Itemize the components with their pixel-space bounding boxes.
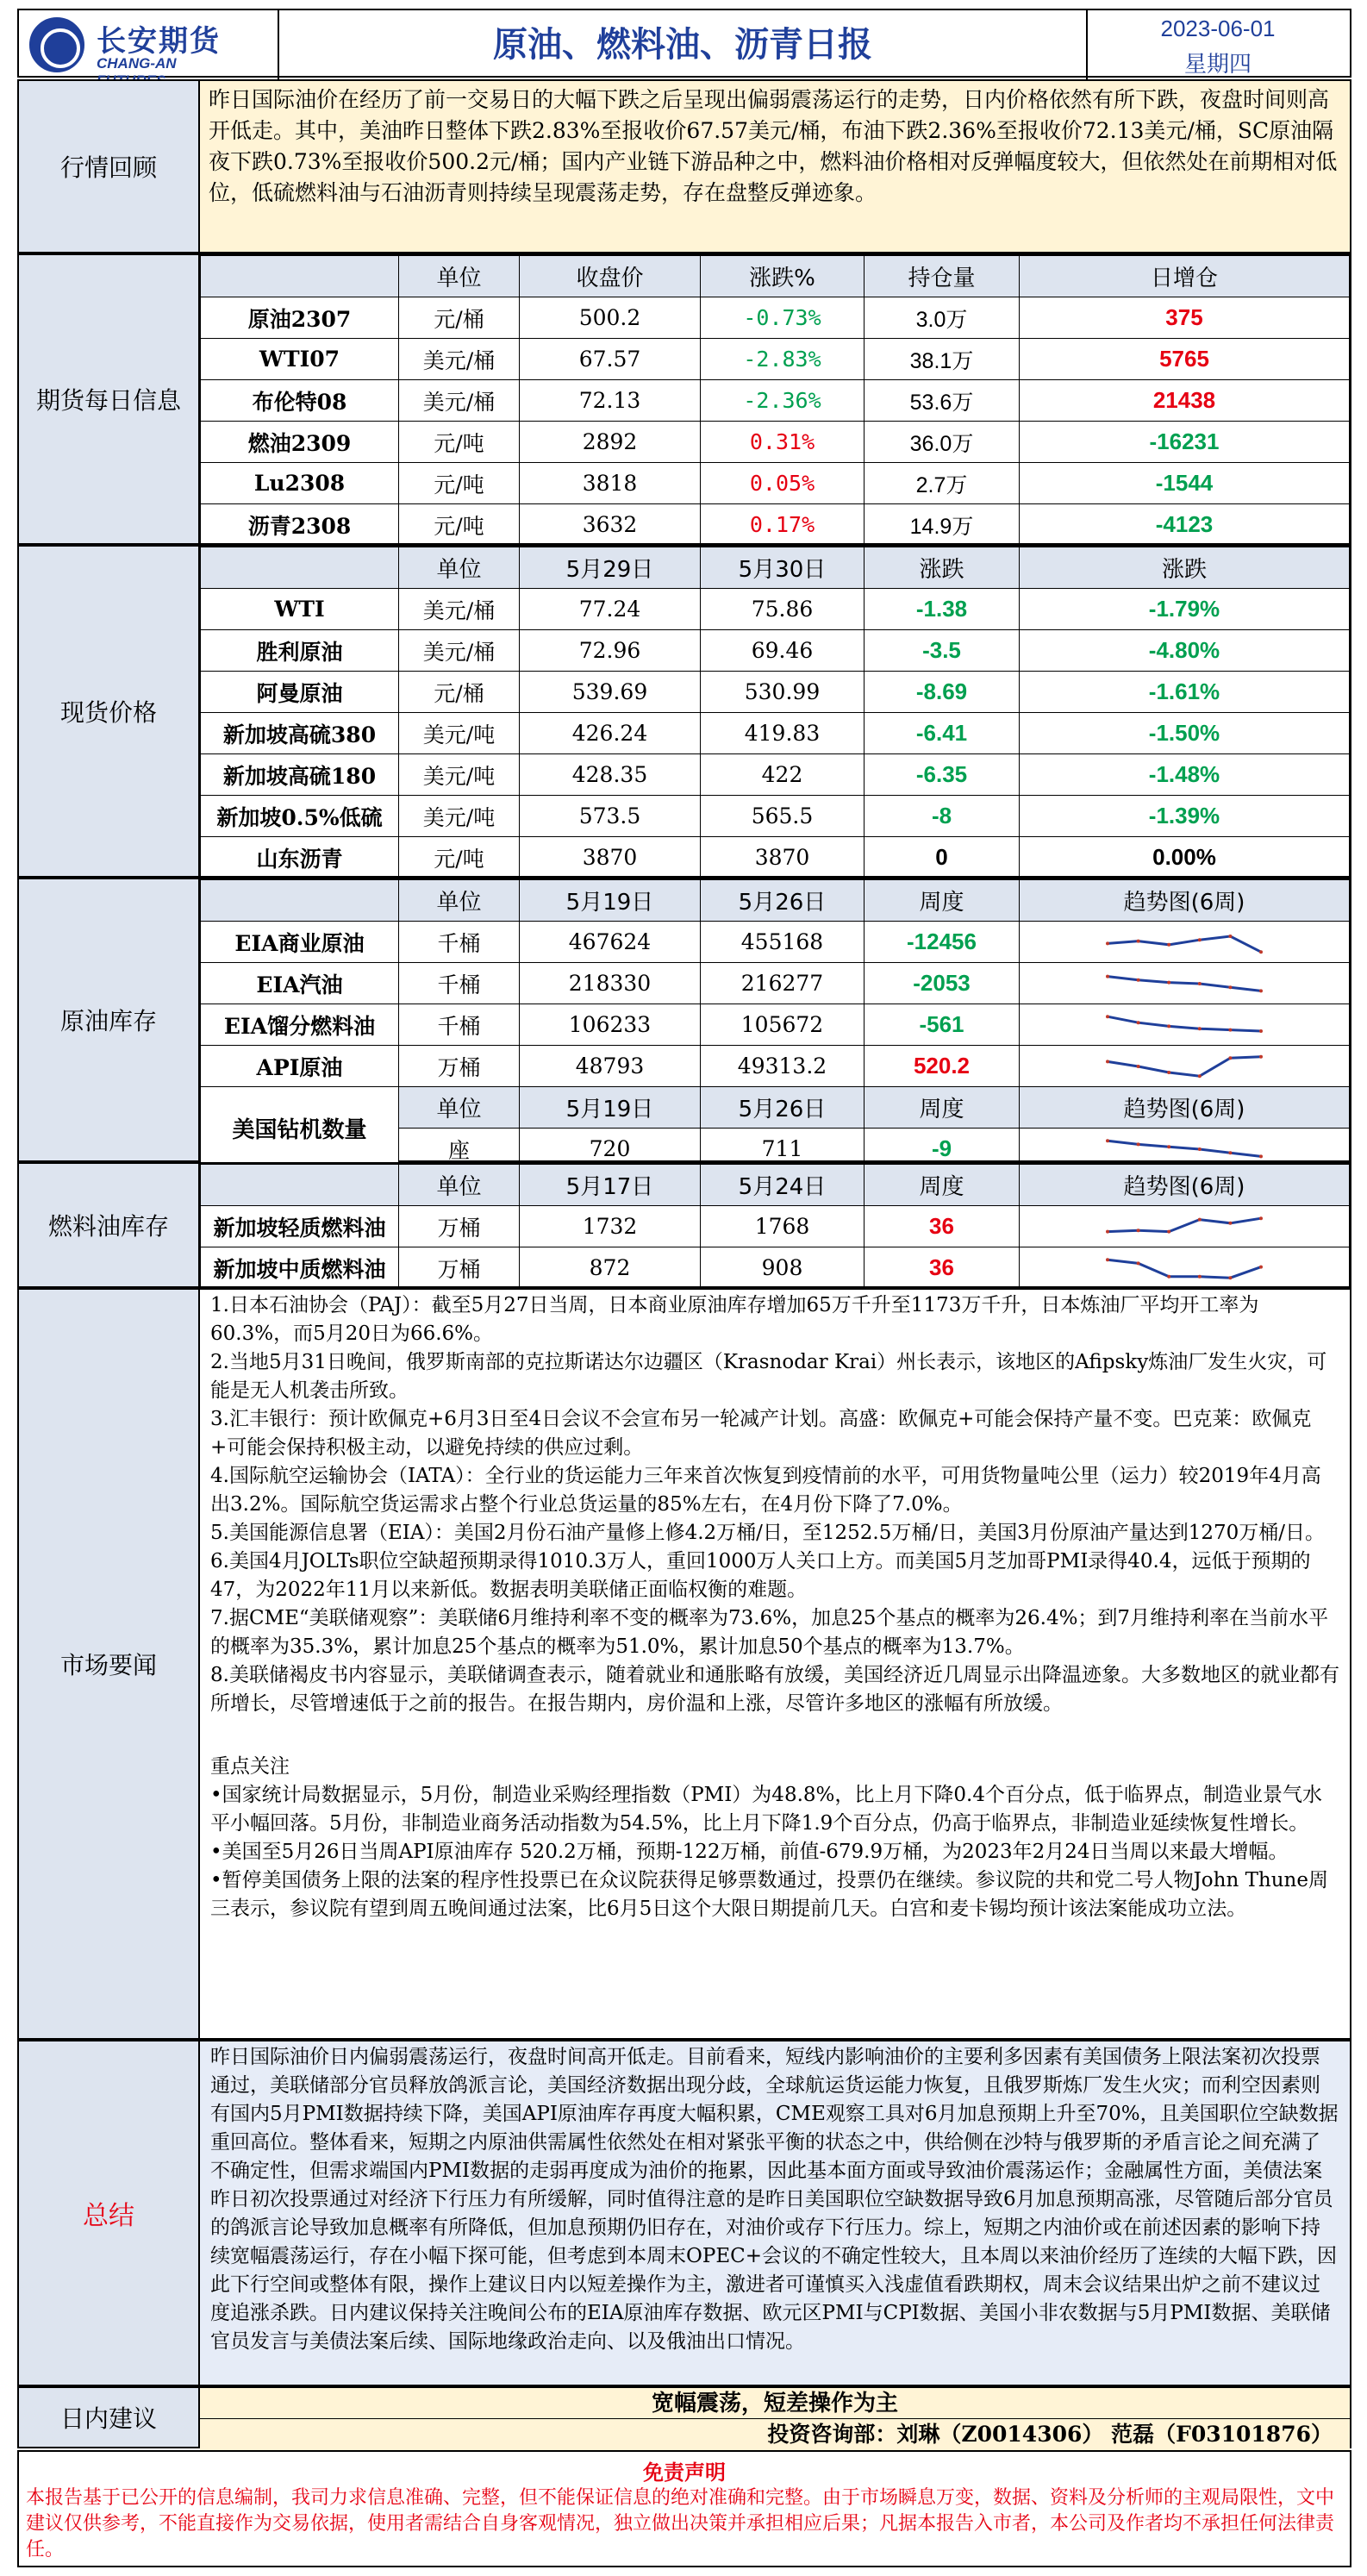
product-name: 胜利原油: [201, 630, 399, 672]
table-row: [201, 589, 1350, 630]
unit-cell: 美元/吨: [399, 754, 520, 796]
column-header: [201, 1165, 399, 1206]
price-day1-cell: 573.5: [520, 796, 701, 837]
close-price-cell: 67.57: [520, 339, 701, 380]
news-item: 8.美联储褐皮书内容显示，美联储调查表示，随着就业和通胀略有放缓，美国经济近几周显示出降温迹象。大多数地区的就业都有所增长，尽管增速低于之前的报告。在报告期内，房价温和上涨，尽管许多地区的涨幅有所放缓。: [210, 1664, 1339, 1715]
weekly-change-cell: 36: [865, 1206, 1020, 1247]
value-week2-cell: 216277: [701, 963, 865, 1004]
report-header: [17, 9, 1351, 78]
fuel-oil-inventory-section: [17, 1162, 1351, 1288]
column-header: 单位: [399, 1087, 520, 1129]
trend-point: [1106, 1015, 1109, 1018]
trend-point: [1106, 1229, 1109, 1233]
table-row: [201, 1247, 1350, 1289]
change-pct-cell: -1.39%: [1020, 796, 1350, 837]
focus-title: 重点关注: [210, 1755, 290, 1778]
table-row: [201, 922, 1350, 963]
table-row: [201, 672, 1350, 713]
trend-point: [1137, 939, 1140, 942]
weekly-change-cell: -12456: [865, 922, 1020, 963]
section-label: 总结: [19, 2041, 200, 2385]
trend-point: [1259, 1054, 1263, 1058]
rig-count-name: 美国钻机数量: [201, 1087, 399, 1170]
close-price-cell: 500.2: [520, 297, 701, 339]
trend-point: [1137, 1261, 1140, 1265]
analyst-credits: 投资咨询部：刘琳（Z0014306） 范磊（F03101876）: [200, 2419, 1350, 2450]
trend-point: [1198, 938, 1202, 941]
change-pct-cell: 0.00%: [1020, 837, 1350, 878]
value-week1-cell: 48793: [520, 1046, 701, 1087]
unit-cell: 美元/吨: [399, 796, 520, 837]
trend-sparkline: [1102, 1049, 1266, 1084]
trend-point: [1167, 1229, 1170, 1233]
trend-point: [1137, 1142, 1140, 1146]
change-cell: -6.41: [865, 713, 1020, 754]
trend-point: [1228, 985, 1232, 989]
change-pct-cell: 0.31%: [701, 422, 865, 463]
trend-point: [1259, 1265, 1263, 1268]
unit-cell: 千桶: [399, 963, 520, 1004]
inventory-name: EIA汽油: [201, 963, 399, 1004]
price-day2-cell: 565.5: [701, 796, 865, 837]
change-cell: -6.35: [865, 754, 1020, 796]
table-row: [201, 754, 1350, 796]
news-item: 5.美国能源信息署（EIA）：美国2月份石油产量修上修4.2万桶/日，至1252.5万桶/日，美国3月份原油产量达到1270万桶/日。: [210, 1522, 1326, 1544]
value-week2-cell: 49313.2: [701, 1046, 865, 1087]
change-pct-cell: -1.79%: [1020, 589, 1350, 630]
unit-cell: 千桶: [399, 1004, 520, 1046]
table-row: [201, 380, 1350, 422]
weekly-change-cell: -561: [865, 1004, 1020, 1046]
trend-point: [1198, 1147, 1202, 1151]
focus-item: •暂停美国债务上限的法案的程序性投票已在众议院获得足够票数通过，投票仍在继续。参议院的共和党二号人物John Thune周三表示，参议院有望到周五晚间通过法案，比6月5日这个大限日期提前几天。白宫和麦卡锡均预计该法案能成功立法。: [210, 1869, 1328, 1920]
table-row: [201, 796, 1350, 837]
market-review-section: [17, 79, 1351, 253]
trend-point: [1137, 1229, 1140, 1232]
futures-table: [200, 255, 1350, 546]
futures-daily-section: [17, 253, 1351, 545]
table-row: [201, 963, 1350, 1004]
open-interest-cell: 53.6万: [865, 380, 1020, 422]
oi-change-cell: 21438: [1020, 380, 1350, 422]
table-row: [201, 713, 1350, 754]
trend-point: [1137, 1021, 1140, 1024]
report-date: 2023-06-01: [1160, 16, 1276, 41]
price-day1-cell: 72.96: [520, 630, 701, 672]
column-header: 单位: [399, 1165, 520, 1206]
table-row: [201, 1206, 1350, 1247]
price-day1-cell: 3870: [520, 837, 701, 878]
trend-cell: [1020, 922, 1350, 963]
column-header: 涨跌%: [701, 256, 865, 297]
value-week1-cell: 720: [520, 1129, 701, 1170]
column-header: 持仓量: [865, 256, 1020, 297]
trend-sparkline: [1102, 1210, 1266, 1244]
value-week1-cell: 872: [520, 1247, 701, 1289]
section-label: 燃料油库存: [19, 1164, 200, 1286]
oi-change-cell: -1544: [1020, 463, 1350, 504]
inventory-name: EIA馏分燃料油: [201, 1004, 399, 1046]
table-header-row: [201, 547, 1350, 589]
unit-cell: 元/吨: [399, 837, 520, 878]
column-header: 日增仓: [1020, 256, 1350, 297]
focus-item: •美国至5月26日当周API原油库存 520.2万桶，预期-122万桶，前值-679.9万桶，为2023年2月24日当周以来最大增幅。: [210, 1841, 1289, 1863]
spot-price-table: [200, 547, 1350, 878]
open-interest-cell: 3.0万: [865, 297, 1020, 339]
table-row: [201, 463, 1350, 504]
value-week2-cell: 105672: [701, 1004, 865, 1046]
weekly-change-cell: 520.2: [865, 1046, 1020, 1087]
column-header: 5月29日: [520, 547, 701, 589]
unit-cell: 美元/吨: [399, 713, 520, 754]
change-pct-cell: -4.80%: [1020, 630, 1350, 672]
logo-chinese-name: 长安期货: [97, 24, 221, 59]
inventory-name: 新加坡轻质燃料油: [201, 1206, 399, 1247]
change-pct-cell: 0.17%: [701, 504, 865, 546]
product-name: 新加坡0.5%低硫: [201, 796, 399, 837]
fuel-oil-inventory-table: [200, 1164, 1350, 1289]
value-week1-cell: 218330: [520, 963, 701, 1004]
trend-point: [1106, 974, 1109, 978]
report-title: 原油、燃料油、沥青日报: [278, 10, 1088, 79]
trend-point: [1228, 1056, 1232, 1060]
trend-point: [1106, 1060, 1109, 1063]
unit-cell: 元/吨: [399, 422, 520, 463]
change-cell: -8: [865, 796, 1020, 837]
change-pct-cell: -2.83%: [701, 339, 865, 380]
trend-point: [1106, 1258, 1109, 1261]
close-price-cell: 3818: [520, 463, 701, 504]
trend-point: [1228, 1221, 1232, 1224]
close-price-cell: 3632: [520, 504, 701, 546]
price-day2-cell: 69.46: [701, 630, 865, 672]
value-week2-cell: 1768: [701, 1206, 865, 1247]
unit-cell: 美元/桶: [399, 589, 520, 630]
section-label: 期货每日信息: [19, 255, 200, 543]
oi-change-cell: 5765: [1020, 339, 1350, 380]
intraday-advice-section: [17, 2386, 1351, 2448]
product-name: 山东沥青: [201, 837, 399, 878]
table-row: [201, 1004, 1350, 1046]
column-header: 5月26日: [701, 1087, 865, 1129]
section-label: 市场要闻: [19, 1290, 200, 2038]
trend-point: [1198, 1217, 1202, 1221]
column-header: 5月19日: [520, 1087, 701, 1129]
news-item: 2.当地5月31日晚间，俄罗斯南部的克拉斯诺达尔边疆区（Krasnodar Krai）州长表示，该地区的Afipsky炼油厂发生火灾，可能是无人机袭击所致。: [210, 1351, 1327, 1402]
column-header: [201, 880, 399, 922]
change-pct-cell: -2.36%: [701, 380, 865, 422]
trend-point: [1259, 1154, 1263, 1158]
trend-point: [1228, 1276, 1232, 1279]
price-day1-cell: 539.69: [520, 672, 701, 713]
contract-name: Lu2308: [201, 463, 399, 504]
unit-cell: 美元/桶: [399, 380, 520, 422]
change-pct-cell: -1.61%: [1020, 672, 1350, 713]
value-week1-cell: 467624: [520, 922, 701, 963]
trend-point: [1167, 980, 1170, 984]
product-name: 新加坡高硫180: [201, 754, 399, 796]
column-header: 5月26日: [701, 880, 865, 922]
trend-line: [1108, 1016, 1261, 1031]
trend-sparkline: [1102, 966, 1266, 1001]
column-header: 5月30日: [701, 547, 865, 589]
value-week2-cell: 455168: [701, 922, 865, 963]
contract-name: 沥青2308: [201, 504, 399, 546]
column-header: 5月17日: [520, 1165, 701, 1206]
unit-cell: 元/桶: [399, 672, 520, 713]
contract-name: WTI07: [201, 339, 399, 380]
column-header: 周度: [865, 1165, 1020, 1206]
table-row: [201, 630, 1350, 672]
weekly-change-cell: 36: [865, 1247, 1020, 1289]
price-day2-cell: 75.86: [701, 589, 865, 630]
table-row: [201, 422, 1350, 463]
price-day2-cell: 530.99: [701, 672, 865, 713]
trend-point: [1259, 1029, 1263, 1033]
table-row: [201, 1046, 1350, 1087]
product-name: 新加坡高硫380: [201, 713, 399, 754]
open-interest-cell: 36.0万: [865, 422, 1020, 463]
open-interest-cell: 14.9万: [865, 504, 1020, 546]
trend-point: [1167, 1274, 1170, 1278]
rig-header-row: [201, 1087, 1350, 1129]
table-row: [201, 504, 1350, 546]
news-item: 1.日本石油协会（PAJ）：截至5月27日当周，日本商业原油库存增加65万千升至1173万千升，日本炼油厂平均开工率为60.3%，而5月20日为66.6%。: [210, 1294, 1259, 1345]
trend-point: [1228, 935, 1232, 938]
section-label: 行情回顾: [19, 81, 200, 252]
column-header: [201, 547, 399, 589]
trend-cell: [1020, 1206, 1350, 1247]
open-interest-cell: 2.7万: [865, 463, 1020, 504]
disclaimer-box: [17, 2450, 1351, 2567]
contract-name: 燃油2309: [201, 422, 399, 463]
value-week1-cell: 106233: [520, 1004, 701, 1046]
trend-line: [1108, 1260, 1261, 1278]
section-label: 原油库存: [19, 879, 200, 1160]
column-header: 单位: [399, 547, 520, 589]
trend-point: [1228, 1028, 1232, 1031]
trend-line: [1108, 1218, 1261, 1231]
unit-cell: 千桶: [399, 922, 520, 963]
news-body: [200, 1290, 1350, 1925]
column-header: 单位: [399, 880, 520, 922]
logo-english-name: CHANG-AN: [97, 55, 177, 72]
disclaimer-text: 本报告基于已公开的信息编制，我司力求信息准确、完整，但不能保证信息的绝对准确和完整。由于市场瞬息万变，数据、资料及分析师的主观局限性，文中建议仅供参考，不能直接作为交易依据，使用者需结合自身客观情况，独立做出决策并承担相应后果；凡据本报告入市者，本公司及作者均不承担任何法律责任。: [26, 2487, 1335, 2560]
trend-point: [1198, 982, 1202, 985]
unit-cell: 座: [399, 1129, 520, 1170]
market-review-text: 昨日国际油价在经历了前一交易日的大幅下跌之后呈现出偏弱震荡运行的走势，日内价格依然有所下跌，夜盘时间则高开低走。其中，美油昨日整体下跌2.83%至报收价67.57美元/桶，布油下跌2.36%至报收价72.13美元/桶，SC原油隔夜下跌0.73%至报收价500.2元/桶；国内产业链下游品种之中，燃料油价格相对反弹幅度较大，但依然处在前期相对低位，低硫燃料油与石油沥青则持续呈现震荡走势，存在盘整反弹迹象。: [209, 87, 1338, 205]
trend-point: [1137, 978, 1140, 981]
trend-line: [1108, 936, 1261, 952]
inventory-name: API原油: [201, 1046, 399, 1087]
summary-text: 昨日国际油价日内偏弱震荡运行，夜盘时间高开低走。目前看来，短线内影响油价的主要利多因素有美国债务上限法案初次投票通过，美联储部分官员释放鸽派言论，美国经济数据出现分歧，全球航运货运能力恢复，且俄罗斯炼厂发生火灾；而利空因素则有国内5月PMI数据持续下降，美国API原油库存再度大幅积累，CME观察工具对6月加息预期上升至70%，且美国职位空缺数据重回高位。整体看来，短期之内原油供需属性依然处在相对紧张平衡的状态之中，供给侧在沙特与俄罗斯的矛盾言论之间充满了不确定性，但需求端国内PMI数据的走弱再度成为油价的拖累，因此基本面方面或导致油价震荡运作；金融属性方面，美债法案昨日初次投票通过对经济下行压力有所缓解，同时值得注意的是昨日美国职位空缺数据导致6月加息预期高涨，尽管随后部分官员的鸽派言论导致加息概率有所降低，但加息预期仍旧存在，对油价或存下行压力。综上，短期之内油价或在前述因素的影响下持续宽幅震荡运行，存在小幅下探可能，但考虑到本周末OPEC+会议的不确定性较大，且本周以来油价经历了连续的大幅下跌，因此下行空间或整体有限，操作上建议日内以短差操作为主，激进者可谨慎买入浅虚值看跌期权，周末会议结果出炉之前不建议过度追涨杀跌。日内建议保持关注晚间公布的EIA原油库存数据、欧元区PMI与CPI数据、美国小非农数据与5月PMI数据、美联储官员发言与美债法案后续、国际地缘政治走向、以及俄油出口情况。: [210, 2046, 1339, 2353]
trend-point: [1106, 941, 1109, 945]
table-row: [201, 339, 1350, 380]
column-header: 涨跌: [1020, 547, 1350, 589]
change-cell: -3.5: [865, 630, 1020, 672]
column-header: 单位: [399, 256, 520, 297]
price-day2-cell: 422: [701, 754, 865, 796]
price-day1-cell: 428.35: [520, 754, 701, 796]
trend-sparkline: [1102, 925, 1266, 960]
value-week2-cell: 711: [701, 1129, 865, 1170]
company-logo: [24, 14, 231, 76]
trend-point: [1198, 1027, 1202, 1030]
table-row: [201, 837, 1350, 878]
column-header: 5月24日: [701, 1165, 865, 1206]
unit-cell: 万桶: [399, 1247, 520, 1289]
advice-text: 宽幅震荡，短差操作为主: [200, 2388, 1350, 2419]
trend-line: [1108, 1141, 1261, 1156]
inventory-name: 新加坡中质燃料油: [201, 1247, 399, 1289]
summary-section: [17, 2040, 1351, 2386]
weekly-change-cell: -2053: [865, 963, 1020, 1004]
unit-cell: 万桶: [399, 1046, 520, 1087]
section-label: 日内建议: [19, 2388, 200, 2447]
trend-line: [1108, 1056, 1261, 1075]
trend-point: [1106, 1139, 1109, 1142]
trend-cell: [1020, 1046, 1350, 1087]
open-interest-cell: 38.1万: [865, 339, 1020, 380]
focus-item: •国家统计局数据显示，5月份，制造业采购经理指数（PMI）为48.8%，比上月下降0.4个百分点，低于临界点，制造业景气水平小幅回落。5月份，非制造业商务活动指数为54.5%，比上月下降1.9个百分点，仍高于临界点，非制造业延续恢复性增长。: [210, 1784, 1322, 1835]
trend-point: [1137, 1065, 1140, 1068]
contract-name: 布伦特08: [201, 380, 399, 422]
trend-sparkline: [1102, 1251, 1266, 1285]
trend-point: [1198, 1274, 1202, 1278]
change-cell: 0: [865, 837, 1020, 878]
price-day1-cell: 77.24: [520, 589, 701, 630]
logo-emblem-icon: [29, 17, 84, 72]
value-week2-cell: 908: [701, 1247, 865, 1289]
crude-inventory-table: [200, 879, 1350, 1170]
table-header-row: [201, 256, 1350, 297]
trend-cell: [1020, 1247, 1350, 1289]
product-name: WTI: [201, 589, 399, 630]
change-pct-cell: -0.73%: [701, 297, 865, 339]
section-label: 现货价格: [19, 547, 200, 876]
news-item: 6.美国4月JOLTs职位空缺超预期录得1010.3万人，重回1000万人关口上方。而美国5月芝加哥PMI录得40.4，远低于预期的47，为2022年11月以来新低。数据表明美联储正面临权衡的难题。: [210, 1550, 1311, 1601]
price-day2-cell: 3870: [701, 837, 865, 878]
market-news-section: [17, 1288, 1351, 2040]
oi-change-cell: -16231: [1020, 422, 1350, 463]
column-header: 5月19日: [520, 880, 701, 922]
change-cell: -1.38: [865, 589, 1020, 630]
table-header-row: [201, 1165, 1350, 1206]
trend-point: [1167, 942, 1170, 946]
close-price-cell: 72.13: [520, 380, 701, 422]
unit-cell: 元/桶: [399, 297, 520, 339]
trend-sparkline: [1102, 1008, 1266, 1042]
trend-point: [1167, 1145, 1170, 1148]
oi-change-cell: 375: [1020, 297, 1350, 339]
trend-point: [1167, 1024, 1170, 1028]
trend-point: [1259, 950, 1263, 953]
trend-line: [1108, 976, 1261, 991]
value-week1-cell: 1732: [520, 1206, 701, 1247]
change-pct-cell: -1.48%: [1020, 754, 1350, 796]
column-header: 周度: [865, 880, 1020, 922]
column-header: 趋势图(6周): [1020, 880, 1350, 922]
trend-point: [1198, 1074, 1202, 1078]
oi-change-cell: -4123: [1020, 504, 1350, 546]
column-header: 涨跌: [865, 547, 1020, 589]
crude-inventory-section: [17, 878, 1351, 1162]
trend-point: [1259, 1216, 1263, 1220]
column-header: [201, 256, 399, 297]
unit-cell: 元/吨: [399, 463, 520, 504]
table-header-row: [201, 880, 1350, 922]
contract-name: 原油2307: [201, 297, 399, 339]
close-price-cell: 2892: [520, 422, 701, 463]
news-item: 4.国际航空运输协会（IATA）：全行业的货运能力三年来首次恢复到疫情前的水平，可用货物量吨公里（运力）较2019年4月高出3.2%。国际航空货运需求占整个行业总货运量的85%左右，在4月份下降了7.0%。: [210, 1465, 1321, 1516]
product-name: 阿曼原油: [201, 672, 399, 713]
unit-cell: 元/吨: [399, 504, 520, 546]
price-day2-cell: 419.83: [701, 713, 865, 754]
column-header: 趋势图(6周): [1020, 1087, 1350, 1129]
trend-point: [1167, 1071, 1170, 1074]
change-pct-cell: 0.05%: [701, 463, 865, 504]
unit-cell: 美元/桶: [399, 339, 520, 380]
weekly-change-cell: -9: [865, 1129, 1020, 1170]
unit-cell: 美元/桶: [399, 630, 520, 672]
trend-cell: [1020, 963, 1350, 1004]
trend-point: [1228, 1151, 1232, 1154]
column-header: 趋势图(6周): [1020, 1165, 1350, 1206]
change-cell: -8.69: [865, 672, 1020, 713]
table-row: [201, 297, 1350, 339]
disclaimer-title: 免责声明: [643, 2460, 726, 2485]
trend-point: [1259, 989, 1263, 992]
news-item: 7.据CME“美联储观察”：美联储6月维持利率不变的概率为73.6%，加息25个基点的概率为26.4%；到7月维持利率在当前水平的概率为35.3%，累计加息25个基点的概率为51.0%，累计加息50个基点的概率为13.7%。: [210, 1607, 1329, 1658]
spot-price-section: [17, 545, 1351, 878]
column-header: 周度: [865, 1087, 1020, 1129]
price-day1-cell: 426.24: [520, 713, 701, 754]
news-item: 3.汇丰银行：预计欧佩克+6月3日至4日会议不会宣布另一轮减产计划。高盛：欧佩克+可能会保持产量不变。巴克莱：欧佩克+可能会保持积极主动，以避免持续的供应过剩。: [210, 1408, 1312, 1459]
report-weekday: 星期四: [1183, 52, 1252, 78]
change-pct-cell: -1.50%: [1020, 713, 1350, 754]
inventory-name: EIA商业原油: [201, 922, 399, 963]
column-header: 收盘价: [520, 256, 701, 297]
trend-sparkline: [1102, 1132, 1266, 1166]
unit-cell: 万桶: [399, 1206, 520, 1247]
trend-cell: [1020, 1004, 1350, 1046]
